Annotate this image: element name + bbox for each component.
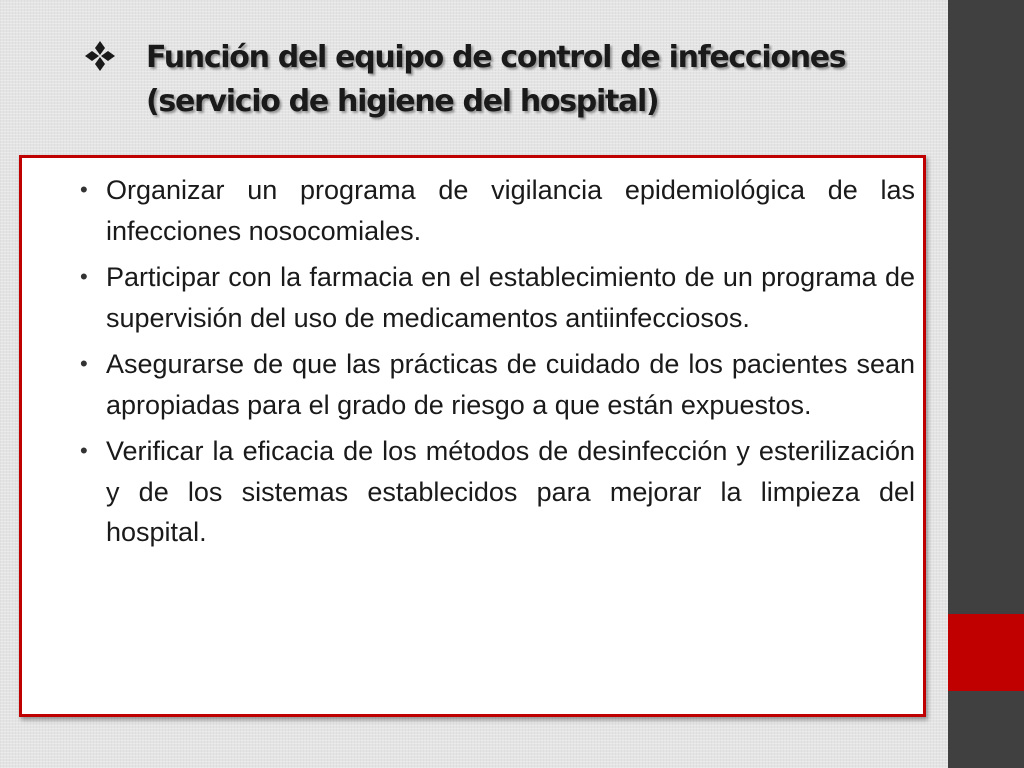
list-item bbox=[80, 170, 915, 251]
list-item bbox=[80, 431, 915, 553]
bullet-dot-icon: • bbox=[80, 177, 88, 202]
list-item bbox=[80, 344, 915, 425]
content-box bbox=[19, 155, 926, 717]
bullet-text: Organizar un programa de vigilancia epidemiológica de las infecciones nosocomiales. bbox=[106, 175, 915, 246]
right-accent-block bbox=[948, 614, 1024, 691]
bullet-dot-icon: • bbox=[80, 264, 88, 289]
bullet-list bbox=[22, 158, 923, 553]
list-item bbox=[80, 257, 915, 338]
four-diamond-bullet-icon bbox=[82, 38, 118, 74]
bullet-dot-icon: • bbox=[80, 351, 88, 376]
bullet-text: Asegurarse de que las prácticas de cuidado de los pacientes sean apropiadas para el grado de riesgo a que están expuestos. bbox=[106, 349, 915, 420]
bullet-text: Verificar la eficacia de los métodos de desinfección y esterilización y de los sistemas establecidos para mejorar la limpieza del hospital. bbox=[106, 436, 915, 547]
bullet-dot-icon: • bbox=[80, 438, 88, 463]
slide-title: Función del equipo de control de infecciones (servicio de higiene del hospital) bbox=[146, 40, 846, 119]
bullet-text: Participar con la farmacia en el establecimiento de un programa de supervisión del uso de medicamentos antiinfecciosos. bbox=[106, 262, 915, 333]
